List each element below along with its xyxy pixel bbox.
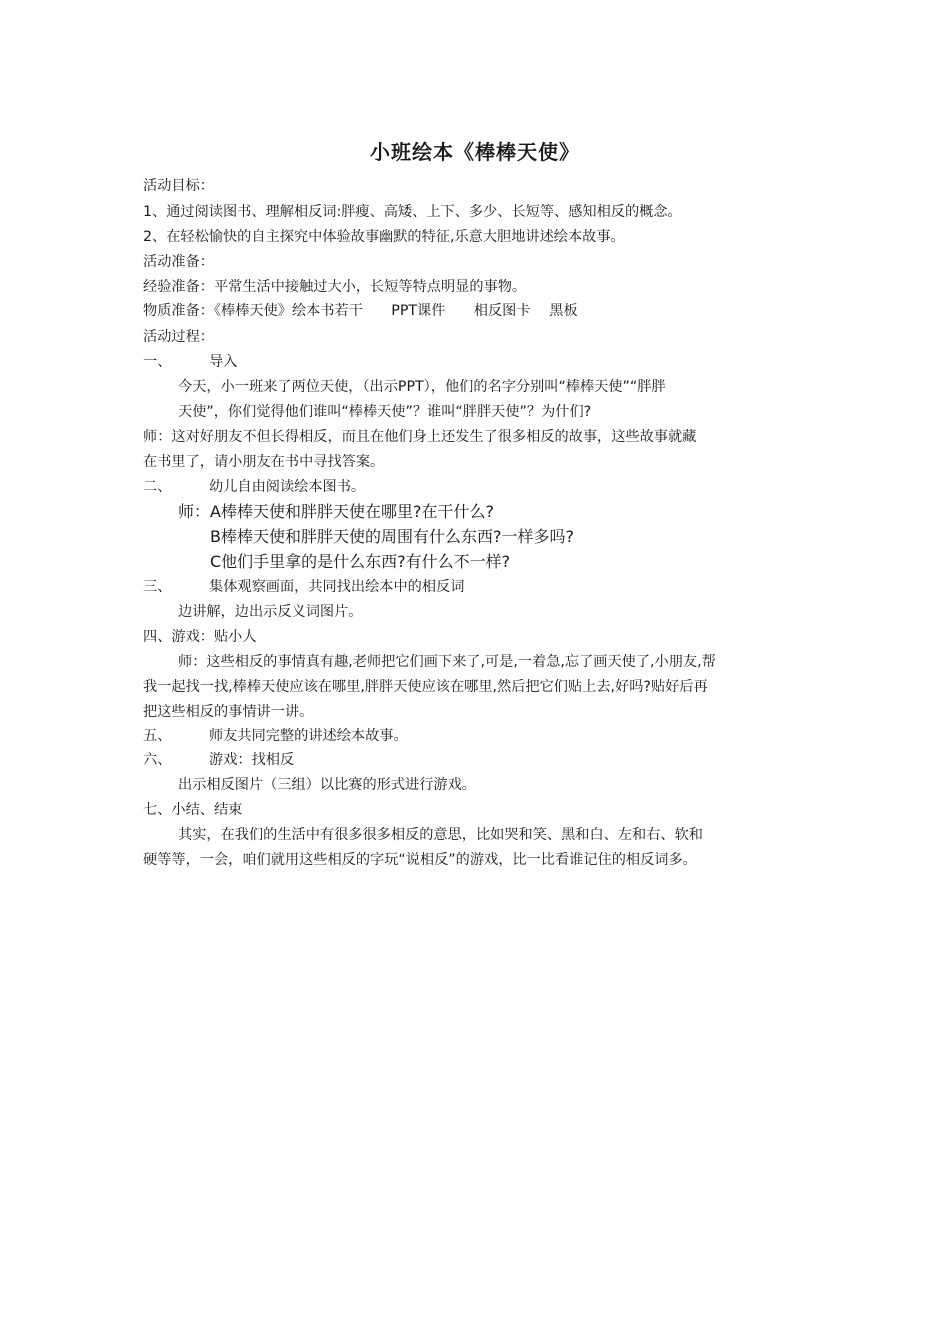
section-6-number: 六、 (143, 752, 172, 768)
section-1-title: 导入 (209, 354, 238, 370)
section-3-title: 集体观察画面，共同找出绘本中的相反词 (209, 579, 465, 595)
prep-experience: 经验准备：平常生活中接触过大小，长短等特点明显的事物。 (143, 279, 527, 295)
question-b: B棒棒天使和胖胖天使的周围有什么东西?一样多吗? (210, 527, 574, 546)
section-3-heading (143, 575, 464, 599)
section-2-heading (143, 475, 365, 499)
section-7-paragraph-line: 硬等等，一会，咱们就用这些相反的字玩“说相反”的游戏，比一比看谁记住的相反词多。 (143, 852, 697, 868)
question-c: C他们手里拿的是什么东西?有什么不一样? (210, 552, 511, 571)
section-3-number: 三、 (143, 579, 172, 595)
section-2-number: 二、 (143, 479, 172, 495)
section-1-number: 一、 (143, 354, 172, 370)
goal-2: 2、在轻松愉快的自主探究中体验故事幽默的特征,乐意大胆地讲述绘本故事。 (143, 229, 625, 245)
section-4-paragraph-line: 师：这些相反的事情真有趣,老师把它们画下来了,可是,一着急,忘了画天使了,小朋友,帮 (178, 654, 716, 670)
section-4-heading: 四、游戏：贴小人 (143, 629, 257, 645)
prep-material: 物质准备：《棒棒天使》绘本书若干 PPT课件 相反图卡 黑板 (143, 303, 578, 319)
section-6-heading (143, 748, 294, 772)
section-3-paragraph: 边讲解，边出示反义词图片。 (178, 604, 363, 620)
section-5-number: 五、 (143, 728, 172, 744)
document-title: 小班绘本《棒棒天使》 (370, 140, 580, 164)
section-4-paragraph-line: 我一起找一找,棒棒天使应该在哪里,胖胖天使应该在哪里,然后把它们贴上去,好吗?贴好后再 (143, 679, 708, 695)
section-7-paragraph-line: 其实，在我们的生活中有很多很多相反的意思，比如哭和笑、黑和白、左和右、软和 (178, 827, 703, 843)
section-1-paragraph-line: 天使”，你们觉得他们谁叫“棒棒天使”？谁叫“胖胖天使”？为什们? (178, 404, 592, 420)
section-6-paragraph: 出示相反图片（三组）以比赛的形式进行游戏。 (178, 777, 476, 793)
section-2-title: 幼儿自由阅读绘本图书。 (209, 479, 366, 495)
section-5-title: 师友共同完整的讲述绘本故事。 (209, 728, 408, 744)
section-6-title: 游戏：找相反 (209, 752, 295, 768)
section-5-heading (143, 724, 408, 748)
prep-heading: 活动准备： (143, 254, 214, 270)
section-1-paragraph-line: 今天，小一班来了两位天使，（出示PPT），他们的名字分别叫“棒棒天使”“胖胖 (178, 379, 666, 395)
question-a: 师：A棒棒天使和胖胖天使在哪里?在干什么? (178, 502, 494, 521)
process-heading: 活动过程： (143, 329, 214, 345)
section-4-paragraph-line: 把这些相反的事情讲一讲。 (143, 704, 314, 720)
section-1-heading (143, 350, 237, 374)
section-7-heading: 七、小结、结束 (143, 802, 243, 818)
teacher-line: 在书里了，请小朋友在书中寻找答案。 (143, 454, 385, 470)
goal-1: 1、通过阅读图书、理解相反词:胖瘦、高矮、上下、多少、长短等、感知相反的概念。 (143, 204, 682, 220)
goals-heading: 活动目标： (143, 178, 214, 194)
teacher-line: 师：这对好朋友不但长得相反，而且在他们身上还发生了很多相反的故事，这些故事就藏 (143, 429, 697, 445)
